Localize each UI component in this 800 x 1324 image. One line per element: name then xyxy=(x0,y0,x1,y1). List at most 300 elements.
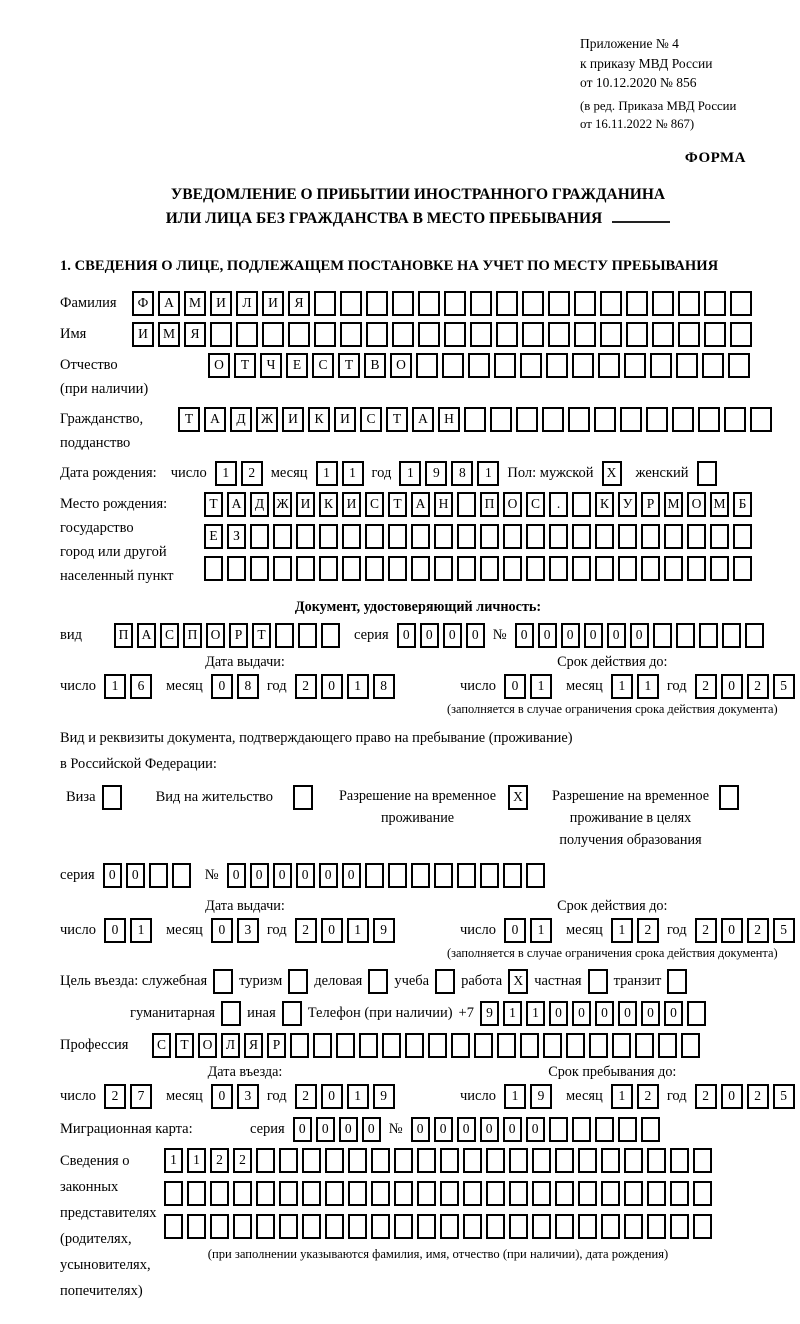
cell[interactable]: 2 xyxy=(104,1084,126,1109)
cell[interactable] xyxy=(516,407,538,432)
cell[interactable] xyxy=(509,1181,528,1206)
cell[interactable] xyxy=(365,524,384,549)
cell[interactable] xyxy=(543,1033,562,1058)
cell[interactable] xyxy=(262,322,284,347)
cell[interactable] xyxy=(440,1214,459,1239)
cell[interactable]: В xyxy=(364,353,386,378)
cell[interactable]: 0 xyxy=(561,623,580,648)
cell[interactable] xyxy=(598,353,620,378)
cell[interactable]: Р xyxy=(267,1033,286,1058)
cell[interactable]: Т xyxy=(175,1033,194,1058)
cell[interactable]: 9 xyxy=(530,1084,552,1109)
cell[interactable]: 0 xyxy=(211,918,233,943)
cell[interactable]: И xyxy=(296,492,315,517)
cell[interactable] xyxy=(555,1214,574,1239)
cell[interactable] xyxy=(670,1214,689,1239)
cell[interactable] xyxy=(620,407,642,432)
cell[interactable]: Д xyxy=(250,492,269,517)
cell[interactable] xyxy=(442,353,464,378)
cell[interactable]: Е xyxy=(204,524,223,549)
cell[interactable] xyxy=(520,353,542,378)
cell[interactable] xyxy=(532,1148,551,1173)
cell[interactable] xyxy=(728,353,750,378)
cell[interactable]: 0 xyxy=(397,623,416,648)
cell[interactable]: Т xyxy=(234,353,256,378)
cell[interactable] xyxy=(572,556,591,581)
cell[interactable]: 9 xyxy=(425,461,447,486)
cell[interactable]: 1 xyxy=(316,461,338,486)
cell[interactable] xyxy=(566,1033,585,1058)
cell[interactable] xyxy=(600,291,622,316)
cell[interactable] xyxy=(172,863,191,888)
cell[interactable]: 0 xyxy=(250,863,269,888)
cell[interactable]: 0 xyxy=(342,863,361,888)
cell[interactable]: 0 xyxy=(411,1117,430,1142)
cell[interactable] xyxy=(745,623,764,648)
cell[interactable]: И xyxy=(342,492,361,517)
cell[interactable] xyxy=(710,524,729,549)
cell[interactable] xyxy=(164,1181,183,1206)
cell[interactable] xyxy=(340,322,362,347)
cell[interactable] xyxy=(314,322,336,347)
cell[interactable]: 0 xyxy=(321,674,343,699)
cell[interactable]: 2 xyxy=(695,674,717,699)
cell[interactable] xyxy=(463,1148,482,1173)
cell[interactable]: 0 xyxy=(362,1117,381,1142)
cell[interactable] xyxy=(486,1214,505,1239)
cell[interactable]: 0 xyxy=(630,623,649,648)
cell[interactable] xyxy=(394,1148,413,1173)
cell[interactable] xyxy=(624,1214,643,1239)
cell[interactable]: 0 xyxy=(316,1117,335,1142)
cell[interactable] xyxy=(618,524,637,549)
cell[interactable] xyxy=(416,353,438,378)
cell[interactable] xyxy=(282,1001,302,1026)
cell[interactable] xyxy=(187,1181,206,1206)
cell[interactable]: 0 xyxy=(595,1001,614,1026)
cell[interactable]: 0 xyxy=(443,623,462,648)
cell[interactable] xyxy=(313,1033,332,1058)
cell[interactable]: 3 xyxy=(237,1084,259,1109)
cell[interactable]: Я xyxy=(244,1033,263,1058)
cell[interactable] xyxy=(730,291,752,316)
cell[interactable]: 1 xyxy=(104,674,126,699)
cell[interactable] xyxy=(486,1181,505,1206)
cell[interactable] xyxy=(687,556,706,581)
cell[interactable]: А xyxy=(227,492,246,517)
cell[interactable]: 1 xyxy=(347,918,369,943)
cell[interactable]: А xyxy=(158,291,180,316)
cell[interactable] xyxy=(434,556,453,581)
cell[interactable] xyxy=(687,1001,706,1026)
cell[interactable] xyxy=(290,1033,309,1058)
cell[interactable]: 2 xyxy=(747,918,769,943)
cell[interactable] xyxy=(724,407,746,432)
cell[interactable] xyxy=(394,1181,413,1206)
cell[interactable]: 1 xyxy=(164,1148,183,1173)
cell[interactable]: 0 xyxy=(339,1117,358,1142)
cell[interactable]: 1 xyxy=(347,674,369,699)
cell[interactable] xyxy=(612,1033,631,1058)
cell[interactable] xyxy=(210,1181,229,1206)
cell[interactable]: Я xyxy=(184,322,206,347)
cell[interactable] xyxy=(549,524,568,549)
cell[interactable] xyxy=(302,1181,321,1206)
cell[interactable] xyxy=(388,863,407,888)
cell[interactable]: 0 xyxy=(515,623,534,648)
cell[interactable] xyxy=(600,322,622,347)
cell[interactable]: 2 xyxy=(210,1148,229,1173)
cell[interactable] xyxy=(503,524,522,549)
cell[interactable]: 0 xyxy=(466,623,485,648)
cell[interactable] xyxy=(256,1214,275,1239)
cell[interactable]: С xyxy=(360,407,382,432)
cell[interactable] xyxy=(213,969,233,994)
cell[interactable] xyxy=(371,1148,390,1173)
cell[interactable]: А xyxy=(412,407,434,432)
cell[interactable]: 0 xyxy=(227,863,246,888)
cell[interactable]: 0 xyxy=(664,1001,683,1026)
cell[interactable] xyxy=(342,556,361,581)
cell[interactable]: К xyxy=(319,492,338,517)
cell[interactable]: 1 xyxy=(215,461,237,486)
cell[interactable] xyxy=(520,1033,539,1058)
cell[interactable]: Т xyxy=(252,623,271,648)
cell[interactable]: О xyxy=(687,492,706,517)
cell[interactable]: 1 xyxy=(530,674,552,699)
cell[interactable] xyxy=(522,322,544,347)
cell[interactable] xyxy=(719,785,739,810)
cell[interactable]: 0 xyxy=(526,1117,545,1142)
cell[interactable] xyxy=(340,291,362,316)
cell[interactable] xyxy=(503,863,522,888)
cell[interactable] xyxy=(288,322,310,347)
cell[interactable] xyxy=(480,863,499,888)
cell[interactable] xyxy=(542,407,564,432)
cell[interactable] xyxy=(319,524,338,549)
cell[interactable]: П xyxy=(183,623,202,648)
cell[interactable]: И xyxy=(262,291,284,316)
cell[interactable] xyxy=(693,1214,712,1239)
cell[interactable]: 2 xyxy=(295,674,317,699)
cell[interactable] xyxy=(681,1033,700,1058)
cell[interactable] xyxy=(526,863,545,888)
cell[interactable]: 0 xyxy=(641,1001,660,1026)
cell[interactable] xyxy=(440,1181,459,1206)
cell[interactable] xyxy=(296,524,315,549)
cell[interactable]: Т xyxy=(178,407,200,432)
cell[interactable] xyxy=(595,556,614,581)
cell[interactable] xyxy=(221,1001,241,1026)
cell[interactable] xyxy=(382,1033,401,1058)
cell[interactable]: С xyxy=(365,492,384,517)
cell[interactable] xyxy=(463,1181,482,1206)
cell[interactable] xyxy=(578,1148,597,1173)
cell[interactable] xyxy=(434,863,453,888)
cell[interactable] xyxy=(366,291,388,316)
cell[interactable]: X xyxy=(508,969,528,994)
cell[interactable] xyxy=(722,623,741,648)
cell[interactable]: 1 xyxy=(611,1084,633,1109)
cell[interactable] xyxy=(480,556,499,581)
cell[interactable]: 0 xyxy=(296,863,315,888)
cell[interactable]: Т xyxy=(386,407,408,432)
cell[interactable]: 2 xyxy=(637,1084,659,1109)
cell[interactable]: 5 xyxy=(773,674,795,699)
cell[interactable] xyxy=(595,1117,614,1142)
cell[interactable]: 0 xyxy=(457,1117,476,1142)
cell[interactable]: 0 xyxy=(504,918,526,943)
cell[interactable]: О xyxy=(503,492,522,517)
cell[interactable] xyxy=(468,353,490,378)
cell[interactable] xyxy=(624,1181,643,1206)
cell[interactable]: 1 xyxy=(526,1001,545,1026)
cell[interactable]: 1 xyxy=(347,1084,369,1109)
cell[interactable]: 5 xyxy=(773,918,795,943)
cell[interactable]: X xyxy=(508,785,528,810)
cell[interactable] xyxy=(256,1148,275,1173)
cell[interactable] xyxy=(526,556,545,581)
cell[interactable] xyxy=(233,1181,252,1206)
cell[interactable]: О xyxy=(206,623,225,648)
cell[interactable] xyxy=(366,322,388,347)
cell[interactable]: 1 xyxy=(503,1001,522,1026)
cell[interactable] xyxy=(624,353,646,378)
cell[interactable] xyxy=(730,322,752,347)
cell[interactable]: 0 xyxy=(321,1084,343,1109)
cell[interactable] xyxy=(693,1181,712,1206)
cell[interactable] xyxy=(457,556,476,581)
cell[interactable]: Д xyxy=(230,407,252,432)
cell[interactable] xyxy=(594,407,616,432)
cell[interactable] xyxy=(296,556,315,581)
cell[interactable] xyxy=(588,969,608,994)
cell[interactable] xyxy=(601,1181,620,1206)
cell[interactable] xyxy=(693,1148,712,1173)
cell[interactable]: Ч xyxy=(260,353,282,378)
cell[interactable]: 9 xyxy=(480,1001,499,1026)
cell[interactable]: 0 xyxy=(211,1084,233,1109)
cell[interactable]: З xyxy=(227,524,246,549)
cell[interactable] xyxy=(750,407,772,432)
cell[interactable] xyxy=(733,556,752,581)
cell[interactable] xyxy=(233,1214,252,1239)
cell[interactable] xyxy=(417,1214,436,1239)
cell[interactable]: 9 xyxy=(373,1084,395,1109)
cell[interactable] xyxy=(236,322,258,347)
cell[interactable]: Ж xyxy=(273,492,292,517)
cell[interactable]: 0 xyxy=(434,1117,453,1142)
cell[interactable] xyxy=(451,1033,470,1058)
cell[interactable] xyxy=(325,1181,344,1206)
cell[interactable]: О xyxy=(390,353,412,378)
cell[interactable] xyxy=(509,1148,528,1173)
cell[interactable]: Ж xyxy=(256,407,278,432)
cell[interactable] xyxy=(698,407,720,432)
cell[interactable]: П xyxy=(480,492,499,517)
cell[interactable]: И xyxy=(132,322,154,347)
cell[interactable] xyxy=(273,524,292,549)
cell[interactable] xyxy=(667,969,687,994)
cell[interactable]: 0 xyxy=(721,1084,743,1109)
cell[interactable] xyxy=(678,322,700,347)
cell[interactable] xyxy=(697,461,717,486)
cell[interactable] xyxy=(687,524,706,549)
cell[interactable] xyxy=(388,556,407,581)
cell[interactable]: Р xyxy=(641,492,660,517)
cell[interactable]: А xyxy=(204,407,226,432)
cell[interactable]: 2 xyxy=(637,918,659,943)
cell[interactable]: Т xyxy=(204,492,223,517)
cell[interactable]: У xyxy=(618,492,637,517)
cell[interactable] xyxy=(314,291,336,316)
cell[interactable] xyxy=(572,353,594,378)
cell[interactable]: 2 xyxy=(695,918,717,943)
cell[interactable] xyxy=(664,524,683,549)
cell[interactable]: К xyxy=(308,407,330,432)
cell[interactable] xyxy=(549,1117,568,1142)
cell[interactable] xyxy=(371,1214,390,1239)
cell[interactable] xyxy=(578,1181,597,1206)
cell[interactable]: 0 xyxy=(618,1001,637,1026)
cell[interactable] xyxy=(676,623,695,648)
cell[interactable] xyxy=(302,1214,321,1239)
cell[interactable] xyxy=(641,524,660,549)
cell[interactable]: 1 xyxy=(477,461,499,486)
cell[interactable]: К xyxy=(595,492,614,517)
cell[interactable] xyxy=(348,1181,367,1206)
cell[interactable] xyxy=(568,407,590,432)
cell[interactable] xyxy=(250,556,269,581)
cell[interactable] xyxy=(522,291,544,316)
cell[interactable] xyxy=(650,353,672,378)
cell[interactable]: Н xyxy=(438,407,460,432)
cell[interactable]: Е xyxy=(286,353,308,378)
cell[interactable]: 0 xyxy=(103,863,122,888)
cell[interactable] xyxy=(555,1148,574,1173)
cell[interactable] xyxy=(670,1148,689,1173)
cell[interactable] xyxy=(325,1148,344,1173)
cell[interactable] xyxy=(164,1214,183,1239)
cell[interactable] xyxy=(532,1214,551,1239)
cell[interactable] xyxy=(392,322,414,347)
cell[interactable]: . xyxy=(549,492,568,517)
cell[interactable] xyxy=(503,556,522,581)
cell[interactable] xyxy=(699,623,718,648)
cell[interactable]: Л xyxy=(221,1033,240,1058)
cell[interactable]: М xyxy=(158,322,180,347)
cell[interactable] xyxy=(733,524,752,549)
cell[interactable] xyxy=(348,1214,367,1239)
cell[interactable]: И xyxy=(282,407,304,432)
cell[interactable] xyxy=(418,322,440,347)
cell[interactable]: 9 xyxy=(373,918,395,943)
cell[interactable]: М xyxy=(710,492,729,517)
cell[interactable] xyxy=(348,1148,367,1173)
cell[interactable] xyxy=(273,556,292,581)
cell[interactable] xyxy=(672,407,694,432)
cell[interactable]: 0 xyxy=(549,1001,568,1026)
cell[interactable]: 0 xyxy=(319,863,338,888)
cell[interactable]: Б xyxy=(733,492,752,517)
cell[interactable]: Т xyxy=(338,353,360,378)
cell[interactable] xyxy=(670,1181,689,1206)
cell[interactable] xyxy=(256,1181,275,1206)
cell[interactable] xyxy=(457,863,476,888)
cell[interactable]: 5 xyxy=(773,1084,795,1109)
cell[interactable] xyxy=(470,322,492,347)
cell[interactable] xyxy=(589,1033,608,1058)
cell[interactable] xyxy=(635,1033,654,1058)
cell[interactable] xyxy=(509,1214,528,1239)
cell[interactable] xyxy=(624,1148,643,1173)
cell[interactable] xyxy=(434,524,453,549)
cell[interactable]: Т xyxy=(388,492,407,517)
cell[interactable] xyxy=(342,524,361,549)
cell[interactable] xyxy=(641,1117,660,1142)
cell[interactable] xyxy=(678,291,700,316)
cell[interactable]: 2 xyxy=(695,1084,717,1109)
cell[interactable] xyxy=(371,1181,390,1206)
cell[interactable] xyxy=(359,1033,378,1058)
cell[interactable] xyxy=(302,1148,321,1173)
cell[interactable] xyxy=(572,1117,591,1142)
cell[interactable] xyxy=(480,524,499,549)
cell[interactable]: 0 xyxy=(420,623,439,648)
cell[interactable] xyxy=(574,291,596,316)
cell[interactable] xyxy=(595,524,614,549)
cell[interactable] xyxy=(411,524,430,549)
cell[interactable]: О xyxy=(208,353,230,378)
cell[interactable] xyxy=(618,1117,637,1142)
cell[interactable]: М xyxy=(184,291,206,316)
cell[interactable]: 0 xyxy=(572,1001,591,1026)
cell[interactable]: И xyxy=(210,291,232,316)
cell[interactable] xyxy=(702,353,724,378)
cell[interactable]: 0 xyxy=(480,1117,499,1142)
cell[interactable] xyxy=(293,785,313,810)
cell[interactable]: 8 xyxy=(373,674,395,699)
cell[interactable] xyxy=(704,291,726,316)
cell[interactable] xyxy=(319,556,338,581)
cell[interactable]: 0 xyxy=(504,674,526,699)
cell[interactable] xyxy=(440,1148,459,1173)
cell[interactable]: 8 xyxy=(451,461,473,486)
cell[interactable]: С xyxy=(312,353,334,378)
cell[interactable]: X xyxy=(602,461,622,486)
cell[interactable] xyxy=(549,556,568,581)
cell[interactable]: 1 xyxy=(187,1148,206,1173)
cell[interactable]: 1 xyxy=(504,1084,526,1109)
cell[interactable] xyxy=(336,1033,355,1058)
cell[interactable] xyxy=(435,969,455,994)
cell[interactable]: 8 xyxy=(237,674,259,699)
cell[interactable]: 0 xyxy=(293,1117,312,1142)
cell[interactable] xyxy=(496,291,518,316)
cell[interactable]: С xyxy=(152,1033,171,1058)
cell[interactable]: 1 xyxy=(342,461,364,486)
cell[interactable]: 6 xyxy=(130,674,152,699)
cell[interactable]: 1 xyxy=(611,918,633,943)
cell[interactable] xyxy=(321,623,340,648)
cell[interactable] xyxy=(298,623,317,648)
cell[interactable] xyxy=(652,322,674,347)
cell[interactable] xyxy=(676,353,698,378)
cell[interactable]: 1 xyxy=(530,918,552,943)
cell[interactable] xyxy=(417,1181,436,1206)
cell[interactable] xyxy=(546,353,568,378)
cell[interactable] xyxy=(653,623,672,648)
